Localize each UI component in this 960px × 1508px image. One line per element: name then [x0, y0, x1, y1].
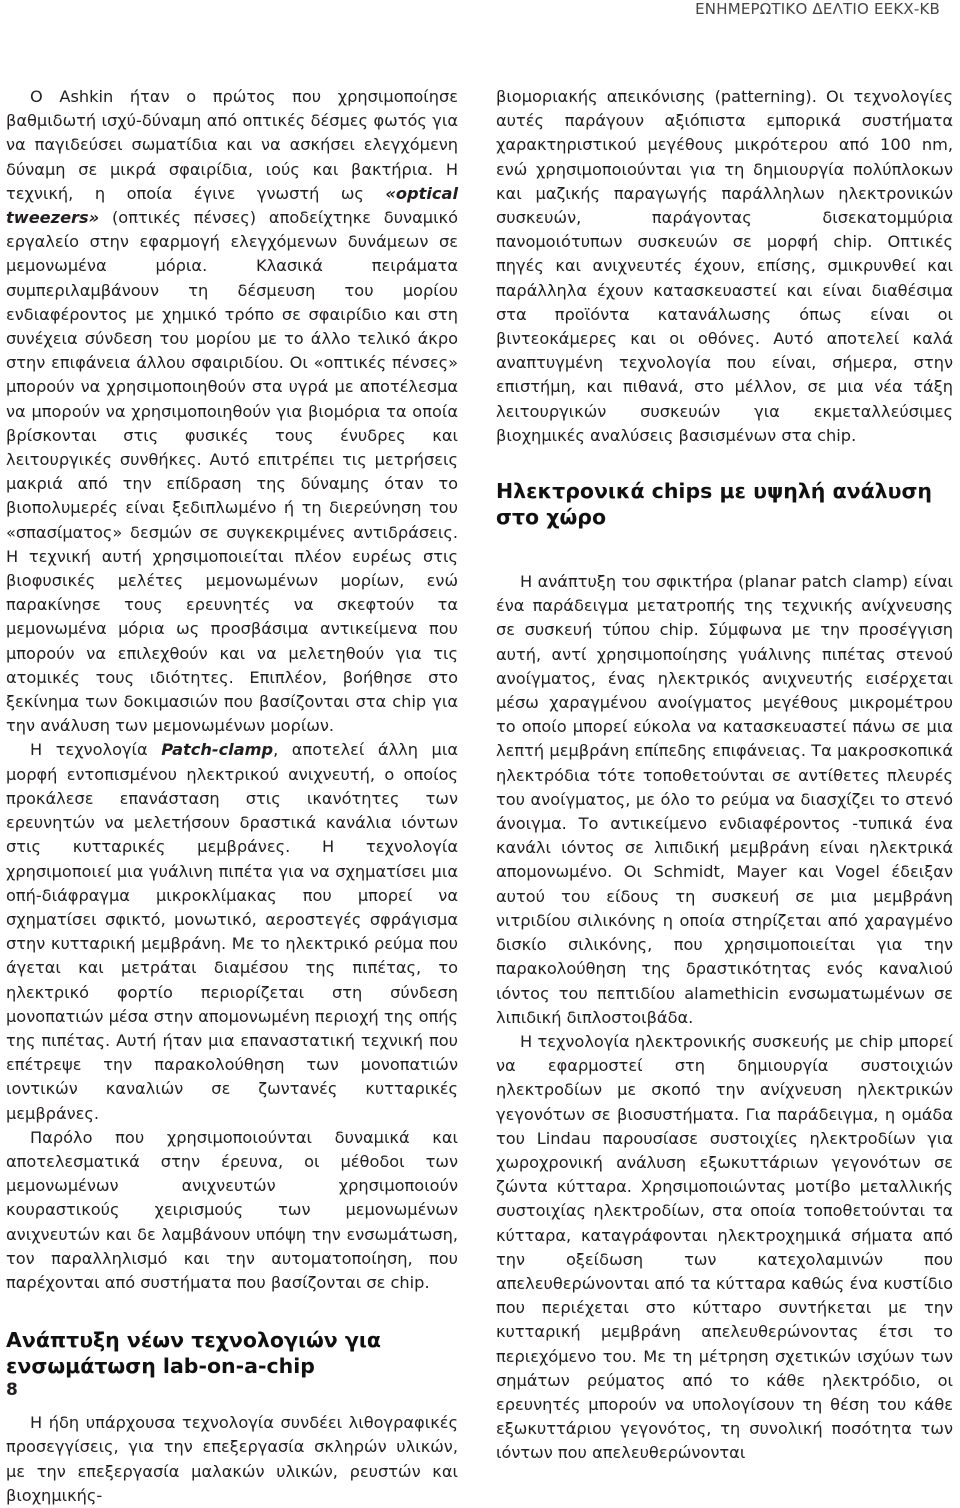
paragraph-optical-tweezers — [6, 85, 458, 738]
page-number: 8 — [6, 1380, 18, 1400]
paragraph-text: Ο Ashkin ήταν ο πρώτος που χρησιμοποίησε βαθμιδωτή ισχύ-δύναμη από οπτικές δέσμες φωτός για να παγιδεύσει σωματίδια και να ασκήσει ελεγχόμενη δύναμη σε μικρά σφαιρίδια, ιούς και βακτήρια. Η τεχνική, η οποία έγινε γνωστή ως — [6, 87, 458, 203]
paragraph-text: Η τεχνολογία — [30, 740, 162, 760]
term-patch-clamp: Patch-clamp — [161, 740, 274, 760]
right-column — [496, 85, 953, 1466]
section-heading-lab-on-a-chip: Ανάπτυξη νέων τεχνολογιών για ενσωμάτωση lab-on-a-chip — [6, 1328, 381, 1379]
paragraph-electrode-arrays: Η τεχνολογία ηλεκτρονικής συσκευής με chip μπορεί να εφαρμοστεί στη δημιουργία συστοιχιών ηλεκτροδίων με σκοπό την ανίχνευση ηλεκτρικών γεγονότων σε βιοσυστήματα. Για παράδειγμα, η ομάδα του Lindau παρουσίασε συστοιχίες ηλεκτροδίων για χωροχρονική ανάλυση εξωκυττάριων γεγονότων σε ζώντα κύτταρα. Χρησιμοποιώντας μοτίβο μεταλλικής συστοιχίας ηλεκτροδίων, στα οποία τοποθετούνται τα κύτταρα, καταγράφονται ηλεκτροχημικά σήματα από την οξείδωση των κατεχολαμινών που απελευθερώνονται από τα κύτταρα καθώς ένα κυστίδιο που περιέχεται στο κύτταρο συντήκεται με την κυτταρική μεμβράνη απελευθερώνοντας έτσι το περιεχόμενο του. Με τη μέτρηση σχετικών ισχύων των σημάτων ρεύματος από το κάθε ηλεκτρόδιο, οι ερευνητές μπορούν να υπολογίσουν τη θέση του κάθε εξωκυττάριου γεγονότος, τη συνολική ποσότητα των ιόντων που απελευθερώνονται — [496, 1031, 953, 1463]
paragraph-text: , αποτελεί άλλη μια μορφή εντοπισμένου ηλεκτρικού ανιχνευτή, ο οποίος προκάλεσε επανάσταση στις ικανότητες των ερευνητών να μελετήσουν δραστικά κανάλια ιόντων στις κυτταρικές μεμβράνες. Η τεχνολογία χρησιμοποιεί μια γυάλινη πιπέτα για να σχηματίσει μια οπή-διάφραγμα μικροκλίμακας που μπορεί να σχηματίσει σφικτό, μονωτικό, αεροστεγές σφράγισμα στην κυτταρική μεμβράνη. Με το ηλεκτρικό ρεύμα που άγεται και μετράται διαμέσου της πιπέτας, το ηλεκτρικό φορτίο περιορίζεται στη σύνδεση μονοπατιών μέσα στην απομονωμένη περιοχή της οπής της πιπέτας. Αυτή ήταν μια επαναστατική τεχνική που επέτρεψε την παρακολούθηση των μονοπατιών ιοντικών καναλιών σε ζωντανές κυτταρικές μεμβράνες. — [6, 740, 459, 1123]
paragraph-lithography: Η ήδη υπάρχουσα τεχνολογία συνδέει λιθογραφικές προσεγγίσεις, για την επεξεργασία σκληρών υλικών, με την επεξεργασία μαλακών υλικών, ρευστών και βιοχημικής- — [6, 1413, 458, 1505]
section-heading-electronic-chips: Ηλεκτρονικά chips με υψηλή ανάλυση στο χώρο — [496, 479, 933, 530]
running-header: ΕΝΗΜΕΡΩΤΙΚΟ ΔΕΛΤΙΟ ΕΕΚΧ-ΚΒ — [695, 0, 940, 18]
paragraph-planar-patch-clamp: Η ανάπτυξη του σφικτήρα (planar patch clamp) είναι ένα παράδειγμα μετατροπής της τεχνικής ανίχνευσης σε συσκευή τύπου chip. Σύμφωνα με την προσέγγιση αυτή, αντί χρησιμοποίησης γυάλινης πιπέτας στενού ανοίγματος, ένας ηλεκτρικός ανιχνευτής εισέρχεται μέσω χαραγμένου ανοίγματος μεγέθους μικρομέτρου το οποίο μπορεί εύκολα να κατασκευαστεί πάνω σε μια λεπτή μεμβράνη επίπεδης επιφάνειας. Τα μακροσκοπικά ηλεκτρόδια τότε τοποθετούνται σε αντίθετες πλευρές του ανοίγματος, με όλο το ρεύμα να διασχίζει το στενό άνοιγμα. Το αντικείμενο ενδιαφέροντος -τυπικά ένα κανάλι ιόντος σε λιπιδική μεμβράνη είναι ηλεκτρικά απομονωμένο. Οι Schmidt, Mayer και Vogel έδειξαν αυτού του είδους τη συσκευή σε μια μεμβράνη νιτριδίου σιλικόνης η οποία στηρίζεται από χαραγμένο δισκίο σιλικόνης, που χρησιμοποιείται για την παρακολούθηση της δραστικότητας ενός καναλιού ιόντος του πεπτιδίου alamethicin ενσωματωμένων σε λιπιδική διπλοστοιβάδα. — [496, 572, 953, 1027]
paragraph-single-detectors: Παρόλο που χρησιμοποιούνται δυναμικά και αποτελεσματικά στην έρευνα, οι μέθοδοι των μεμονωμένων ανιχνευτών χρησιμοποιούν κουραστικούς χειρισμούς των μεμονωμένων ανιχνευτών και δε λαμβάνουν υπόψη την ενσωμάτωση, τον παραλληλισμό και την αυτοματοποίηση, που παρέχονται από συστήματα που βασίζονται σε chip. — [6, 1127, 458, 1292]
term-optical-tweezers: «optical tweezers» — [6, 183, 458, 228]
paragraph-patch-clamp — [6, 738, 458, 1125]
paragraph-patterning: βιομοριακής απεικόνισης (patterning). Οι τεχνολογίες αυτές παράγουν αξιόπιστα εμπορικά συστήματα χαρακτηριστικού μεγέθους μικρότερου από 100 nm, ενώ χρησιμοποιούνται για τη δημιουργία πολύπλοκων και μαζικής παραγωγής παράλληλων ηλεκτρονικών συσκευών, παράγοντας δισεκατομμύρια πανομοιότυπων συσκευών σε μορφή chip. Οπτικές πηγές και ανιχνευτές έχουν, επίσης, σμικρυνθεί και παράλληλα έχουν κατασκευαστεί και είναι διαθέσιμα στα προϊόντα κατανάλωσης όπως είναι οι βιντεοκάμερες και οι οθόνες. Αυτό αποτελεί καλά αναπτυγμένη τεχνολογία που είναι, σήμερα, στην επιστήμη, και πιθανά, στο μέλλον, σε μια νέα τάξη λειτουργικών συσκευών για εκμεταλλεύσιμες βιοχημικές αναλύσεις βασισμένων στα chip. — [496, 87, 953, 445]
paragraph-text: (οπτικές πένσες) αποδείχτηκε δυναμικό εργαλείο στην εφαρμογή ελεγχόμενων δυνάμεων σε μεμονωμένα μόρια. Κλασικά πειράματα συμπεριλαμβάνουν τη δέσμευση του μορίου ενδιαφέροντος με χημικό τρόπο σε σφαιρίδιο και στη συνέχεια σύνδεση του μορίου με το άλλο τελικό άκρο στην επιφάνεια άλλου σφαιριδίου. Οι «οπτικές πένσες» μπορούν να χρησιμοποιηθούν στα υγρά με αποτέλεσμα να μπορούν να χρησιμοποιηθούν για βιομόρια τα οποία βρίσκονται στις φυσικές τους ένυδρες και λειτουργικές συνθήκες. Αυτό επιτρέπει τις μετρήσεις μακριά από την επίδραση της δύναμης όταν το βιοπολυμερές είναι ξεδιπλωμένο ή τη διερεύνηση του «σπασίματος» δεσμών σε συγκεκριμένες αντιδράσεις. Η τεχνική αυτή χρησιμοποιείται πλέον ευρέως στις βιοφυσικές μελέτες μεμονωμένων μορίων, ενώ παρακίνησε τους ερευνητές να σκεφτούν τα μεμονωμένα μόρια ως προσβάσιμα αντικείμενα που μπορούν να επιλεχθούν και να μελετηθούν για τις ατομικές τους ιδιότητες. Επιπλέον, βοήθησε στο ξεκίνημα των δοκιμασιών που βασίζονται στα chip για την ανάλυση των μεμονωμένων μορίων. — [6, 208, 458, 736]
left-column — [6, 85, 458, 1508]
